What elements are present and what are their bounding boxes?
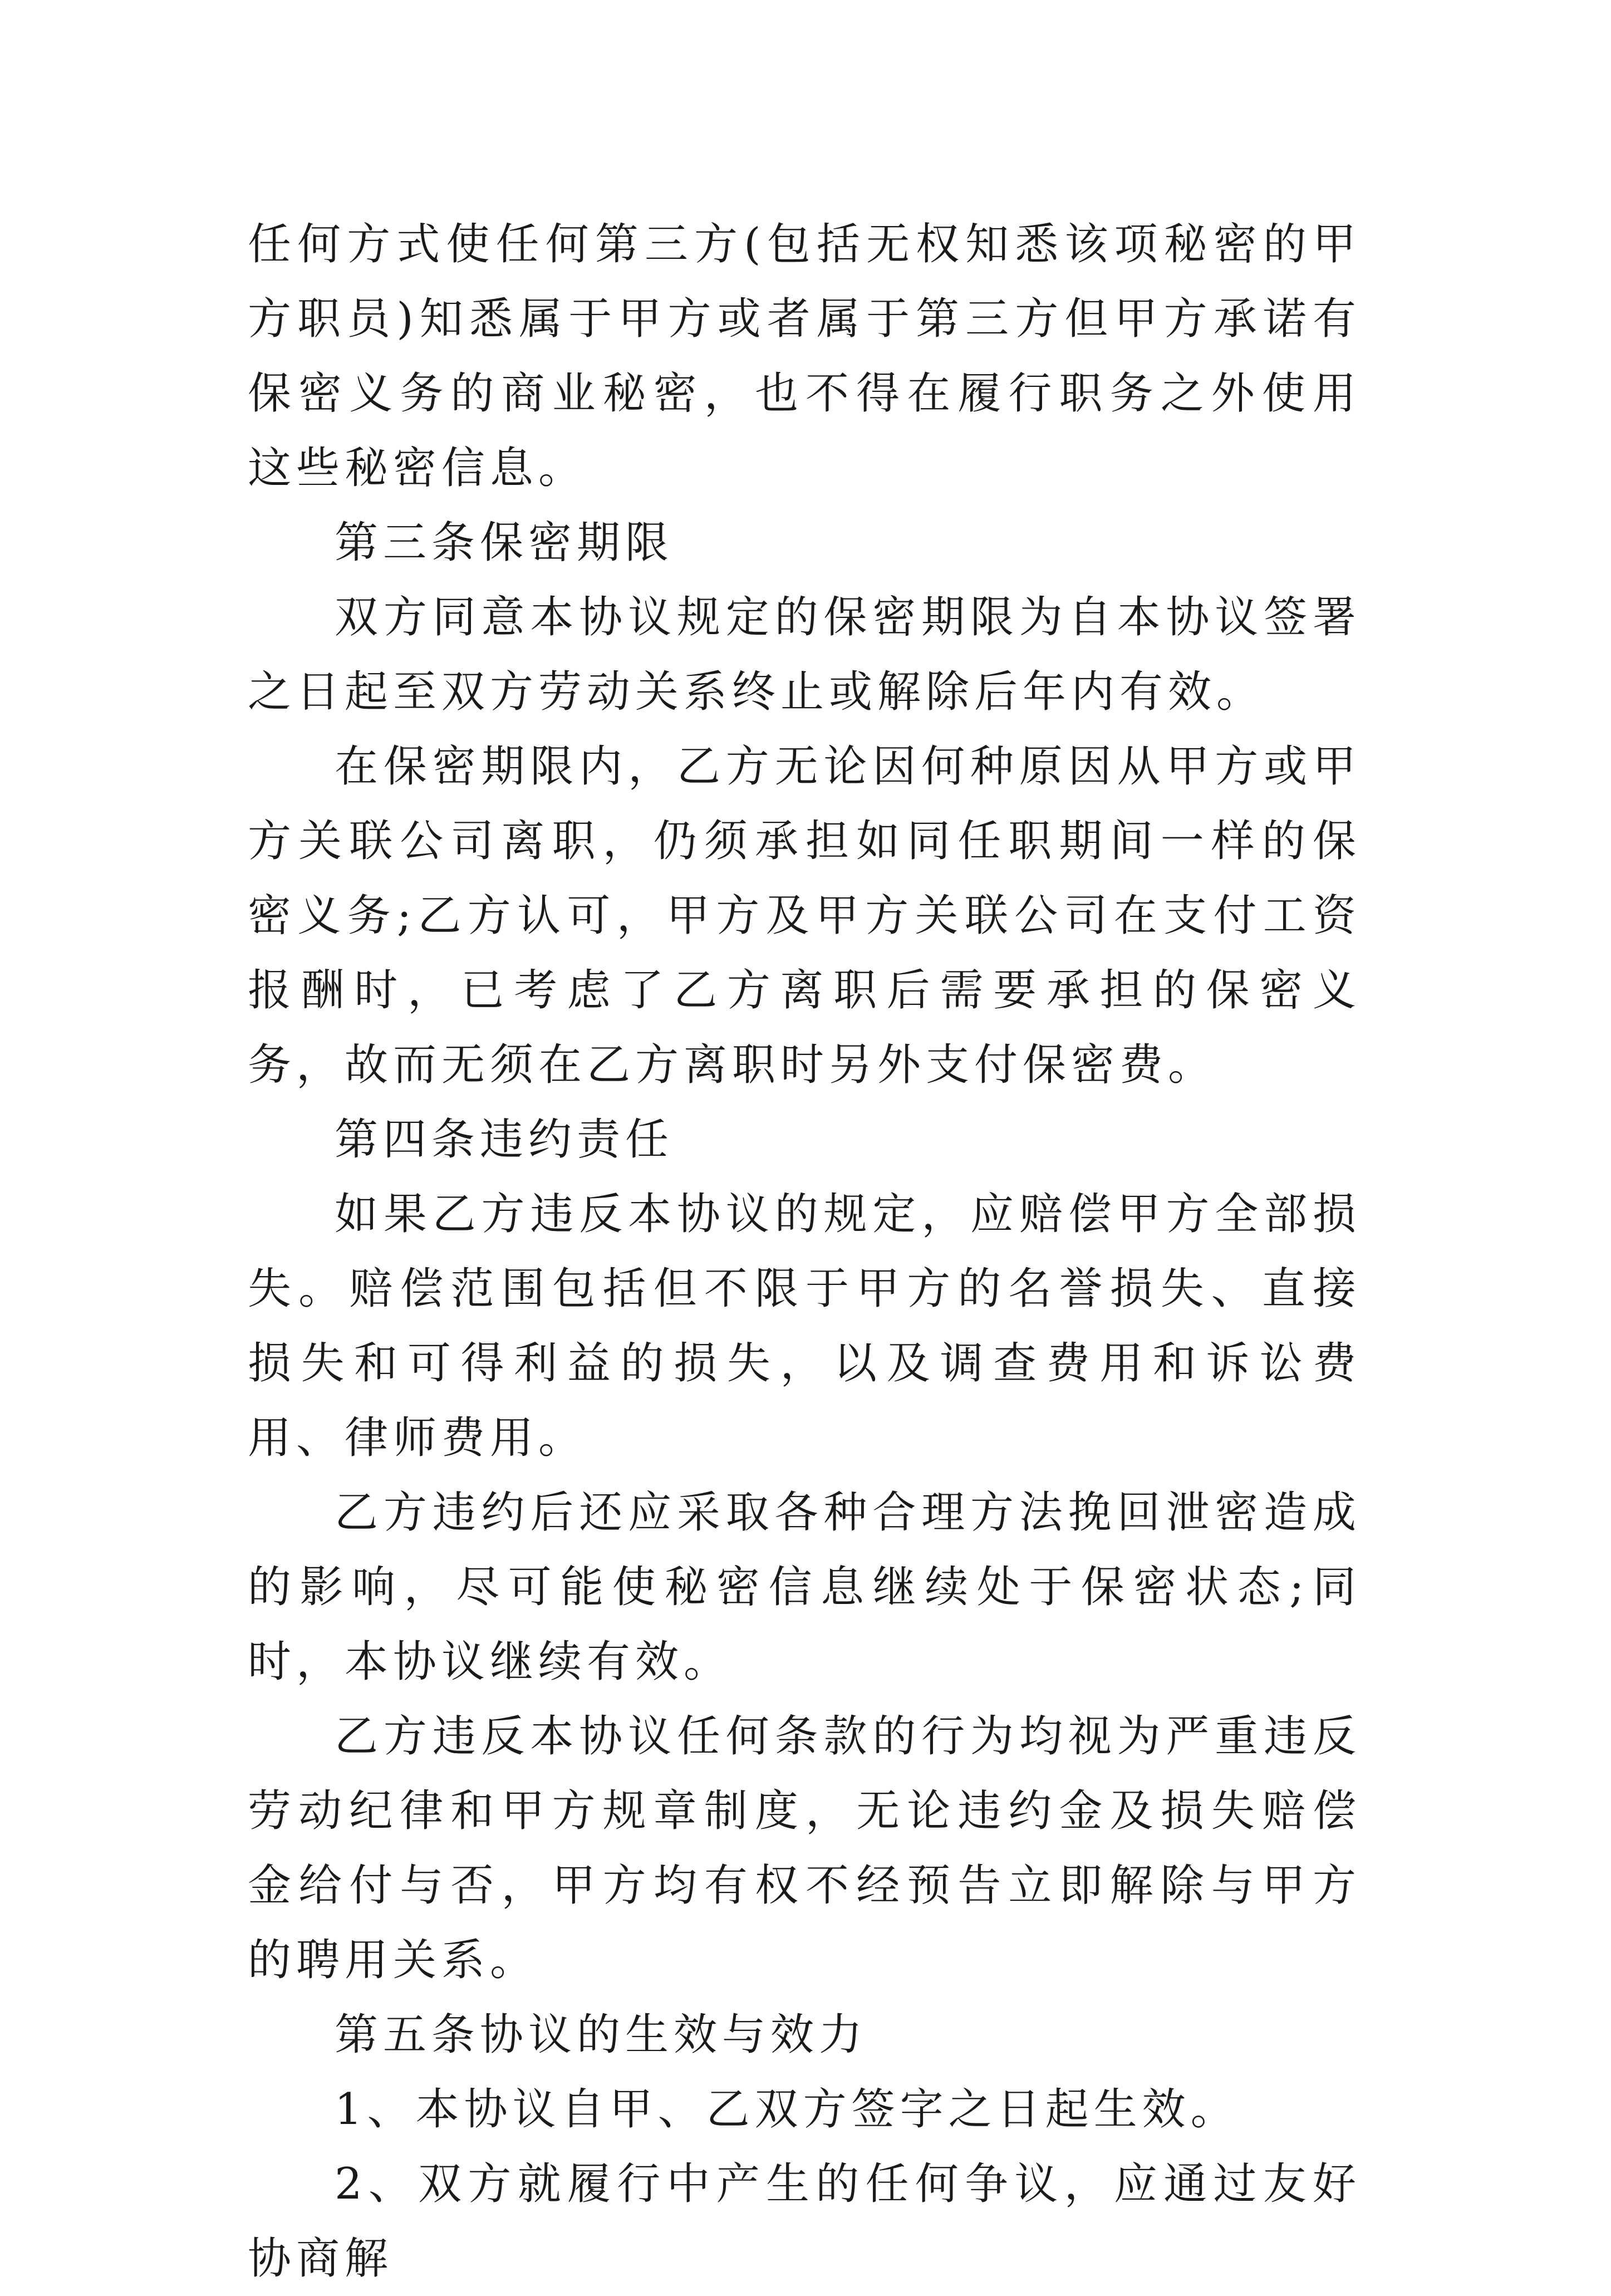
paragraph-continuation: 任何方式使任何第三方(包括无权知悉该项秘密的甲方职员)知悉属于甲方或者属于第三方但甲方承诺有保密义务的商业秘密，也不得在履行职务之外使用这些秘密信息。 <box>248 219 1361 493</box>
article-4-heading: 第四条违约责任 <box>335 1115 674 1165</box>
paragraph: 双方同意本协议规定的保密期限为自本协议签署之日起至双方劳动关系终止或解除后年内有效。 <box>248 592 1361 717</box>
list-item: 2、双方就履行中产生的任何争议，应通过友好协商解 <box>248 2159 1361 2284</box>
article-5-heading: 第五条协议的生效与效力 <box>335 2010 868 2060</box>
paragraph: 在保密期限内，乙方无论因何种原因从甲方或甲方关联公司离职，仍须承担如同任职期间一样的保密义务;乙方认可，甲方及甲方关联公司在支付工资报酬时，已考虑了乙方离职后需要承担的保密义务，故而无须在乙方离职时另外支付保密费。 <box>248 742 1361 1090</box>
paragraph: 乙方违反本协议任何条款的行为均视为严重违反劳动纪律和甲方规章制度，无论违约金及损失赔偿金给付与否，甲方均有权不经预告立即解除与甲方的聘用关系。 <box>248 1711 1361 1985</box>
paragraph: 乙方违约后还应采取各种合理方法挽回泄密造成的影响，尽可能使秘密信息继续处于保密状态;同时，本协议继续有效。 <box>248 1488 1361 1687</box>
paragraph: 如果乙方违反本协议的规定，应赔偿甲方全部损失。赔偿范围包括但不限于甲方的名誉损失、直接损失和可得利益的损失，以及调查费用和诉讼费用、律师费用。 <box>248 1189 1361 1463</box>
article-3-heading: 第三条保密期限 <box>335 518 674 568</box>
list-item: 1、本协议自甲、乙双方签字之日起生效。 <box>335 2084 1239 2135</box>
document-body <box>248 207 1361 2296</box>
